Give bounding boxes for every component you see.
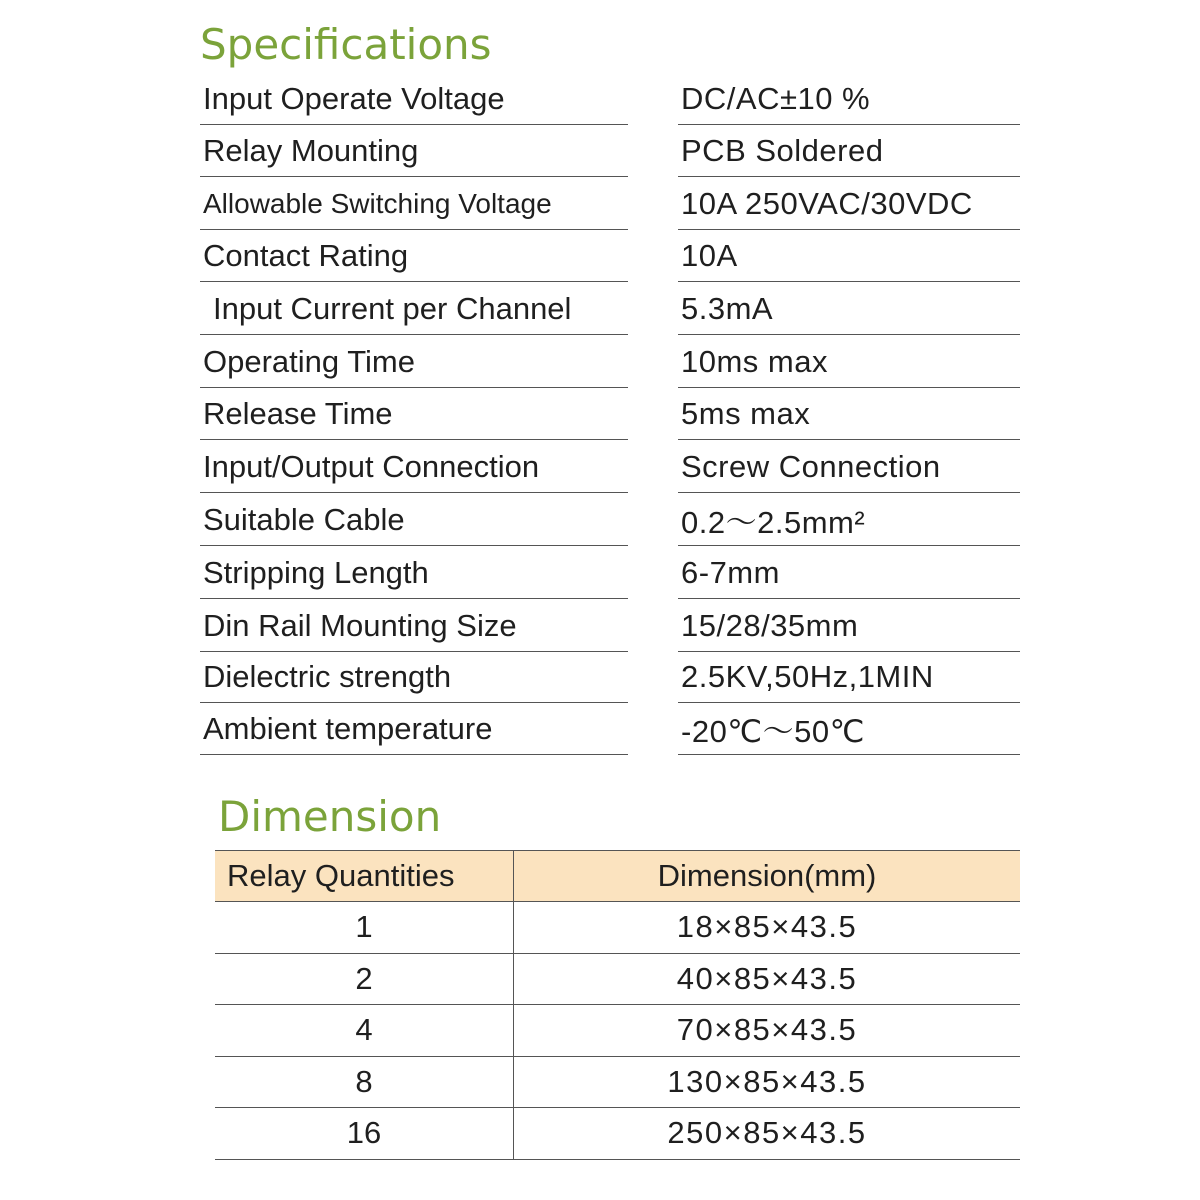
spec-row xyxy=(0,441,1200,493)
spec-label: Input Operate Voltage xyxy=(200,73,628,125)
specifications-title: Specifications xyxy=(200,20,492,69)
spec-value: 0.2～2.5mm² xyxy=(678,494,1020,546)
dimension-table xyxy=(215,850,1020,1160)
spec-label: Allowable Switching Voltage xyxy=(200,178,628,230)
spec-label: Dielectric strength xyxy=(200,651,628,703)
dimension-cell: 130×85×43.5 xyxy=(667,1063,867,1099)
spec-row xyxy=(0,73,1200,125)
spec-label: Stripping Length xyxy=(200,547,628,599)
spec-value: -20℃～50℃ xyxy=(678,703,1020,755)
dimension-cell: 250×85×43.5 xyxy=(667,1115,867,1151)
spec-value: DC/AC±10 % xyxy=(678,73,1020,125)
table-row xyxy=(215,1057,1020,1109)
dimension-title: Dimension xyxy=(218,792,442,841)
spec-label: Relay Mounting xyxy=(200,125,628,177)
dimension-cell: 70×85×43.5 xyxy=(676,1012,858,1048)
spec-label: Din Rail Mounting Size xyxy=(200,600,628,652)
spec-label: Input/Output Connection xyxy=(200,441,628,493)
spec-label: Ambient temperature xyxy=(200,703,628,755)
spec-row xyxy=(0,494,1200,546)
spec-value: 10A 250VAC/30VDC xyxy=(678,178,1020,230)
spec-row xyxy=(0,388,1200,440)
spec-row xyxy=(0,283,1200,335)
spec-value: 10ms max xyxy=(678,336,1020,388)
spec-row xyxy=(0,230,1200,282)
spec-label: Release Time xyxy=(200,388,628,440)
table-row xyxy=(215,954,1020,1006)
spec-row xyxy=(0,600,1200,652)
spec-label: Operating Time xyxy=(200,336,628,388)
relay-quantity-cell: 4 xyxy=(215,1005,514,1056)
spec-row xyxy=(0,178,1200,230)
dimension-cell: 18×85×43.5 xyxy=(676,909,858,945)
spec-value: 10A xyxy=(678,230,1020,282)
spec-row xyxy=(0,703,1200,755)
spec-row xyxy=(0,547,1200,599)
table-row xyxy=(215,1005,1020,1057)
relay-quantity-cell: 8 xyxy=(215,1057,514,1108)
spec-value: 5ms max xyxy=(678,388,1020,440)
spec-value: Screw Connection xyxy=(678,441,1020,493)
table-row xyxy=(215,902,1020,954)
spec-label: Input Current per Channel xyxy=(200,283,628,335)
table-row xyxy=(215,1108,1020,1160)
spec-label: Suitable Cable xyxy=(200,494,628,546)
spec-row xyxy=(0,651,1200,703)
header-dimension: Dimension(mm) xyxy=(657,858,877,893)
relay-quantity-cell: 2 xyxy=(215,954,514,1005)
relay-quantity-cell: 16 xyxy=(215,1108,514,1159)
spec-row xyxy=(0,336,1200,388)
spec-value: 2.5KV,50Hz,1MIN xyxy=(678,651,1020,703)
header-relay-quantities: Relay Quantities xyxy=(215,851,514,901)
spec-value: PCB Soldered xyxy=(678,125,1020,177)
spec-row xyxy=(0,125,1200,177)
spec-value: 5.3mA xyxy=(678,283,1020,335)
spec-value: 6-7mm xyxy=(678,547,1020,599)
dimension-table-header xyxy=(215,850,1020,902)
dimension-cell: 40×85×43.5 xyxy=(676,960,858,996)
spec-label: Contact Rating xyxy=(200,230,628,282)
spec-value: 15/28/35mm xyxy=(678,600,1020,652)
relay-quantity-cell: 1 xyxy=(215,902,514,953)
